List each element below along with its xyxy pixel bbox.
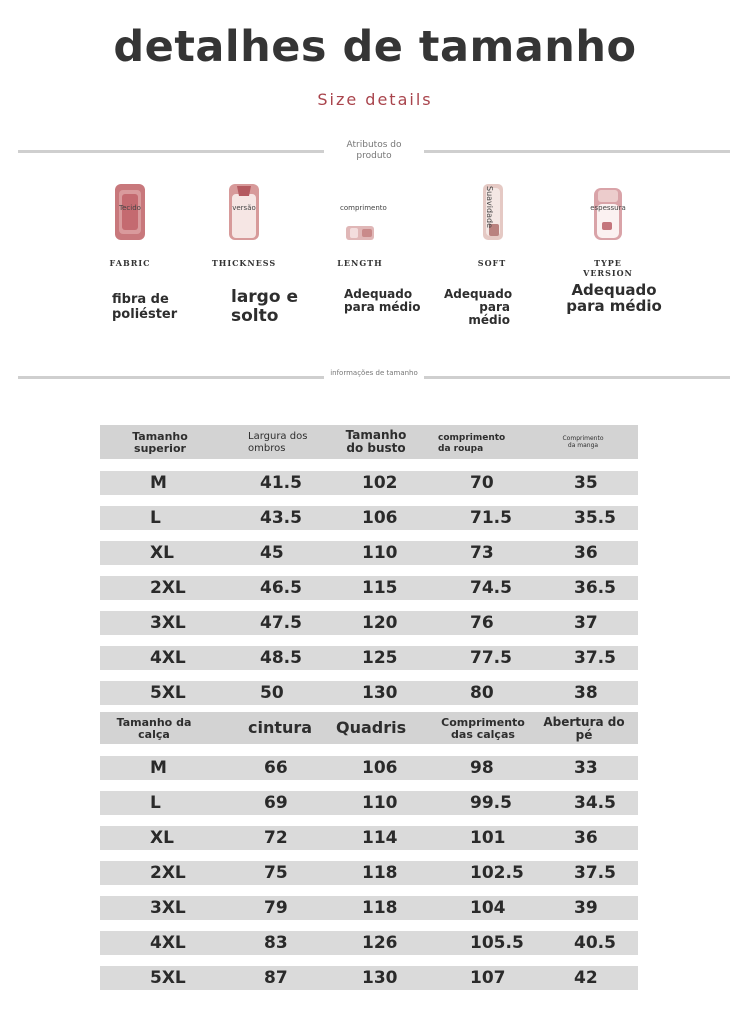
table-row (100, 611, 638, 635)
table-row (100, 966, 638, 990)
measurement-cell: 36 (574, 543, 598, 563)
measurement-cell: 130 (362, 683, 398, 703)
table-row (100, 576, 638, 600)
attribute-value-thickness: largo e solto (231, 287, 298, 326)
table-row (100, 791, 638, 815)
measurement-cell: 101 (470, 828, 506, 848)
table-row (100, 931, 638, 955)
attribute-value-length: Adequado para médio (344, 287, 421, 314)
size-label-cell: 4XL (150, 933, 186, 953)
size-label-cell: L (150, 508, 161, 528)
size-label-cell: 2XL (150, 578, 186, 598)
attributes-divider (18, 140, 730, 162)
measurement-cell: 70 (470, 473, 494, 493)
table-row (100, 541, 638, 565)
measurement-cell: 48.5 (260, 648, 302, 668)
measurement-cell: 110 (362, 543, 398, 563)
measurement-cell: 40.5 (574, 933, 616, 953)
attribute-soft (456, 182, 528, 268)
measurement-cell: 106 (362, 508, 398, 528)
measurement-cell: 66 (264, 758, 288, 778)
measurement-cell: 36.5 (574, 578, 616, 598)
header-cell: Quadris (336, 718, 407, 737)
measurement-cell: 42 (574, 968, 598, 988)
measurement-cell: 37.5 (574, 863, 616, 883)
measurement-cell: 39 (574, 898, 598, 918)
size-info-divider (18, 366, 730, 388)
attribute-value-fabric: fibra de poliéster (112, 292, 178, 322)
measurement-cell: 115 (362, 578, 398, 598)
measurement-cell: 107 (470, 968, 506, 988)
header-cell: Tamanho superior (132, 430, 188, 455)
measurement-cell: 74.5 (470, 578, 512, 598)
measurement-cell: 125 (362, 648, 398, 668)
size-label-cell: 2XL (150, 863, 186, 883)
attribute-value-soft: Adequado para médio (444, 287, 513, 327)
measurement-cell: 104 (470, 898, 506, 918)
size-label-cell: XL (150, 828, 174, 848)
measurement-cell: 73 (470, 543, 494, 563)
measurement-cell: 102 (362, 473, 398, 493)
table-row (100, 471, 638, 495)
page-subtitle: Size details (317, 90, 433, 109)
size-label-cell: 4XL (150, 648, 186, 668)
measurement-cell: 83 (264, 933, 288, 953)
header-cell: Tamanho da calça (116, 716, 192, 741)
page-title: detalhes de tamanho (113, 22, 637, 72)
table-row (100, 756, 638, 780)
measurement-cell: 38 (574, 683, 598, 703)
header-cell: Abertura do pé (543, 715, 625, 742)
table-row (100, 861, 638, 885)
measurement-cell: 50 (260, 683, 284, 703)
fabric-swatch-icon: Tecido (113, 182, 147, 242)
measurement-cell: 102.5 (470, 863, 524, 883)
measurement-cell: 41.5 (260, 473, 302, 493)
measurement-cell: 72 (264, 828, 288, 848)
measurement-cell: 79 (264, 898, 288, 918)
table-row (100, 826, 638, 850)
thickness-icon: espessura (590, 182, 626, 242)
measurement-cell: 77.5 (470, 648, 512, 668)
size-label-cell: 5XL (150, 968, 186, 988)
length-tape-icon: comprimento (340, 182, 380, 242)
header-cell: comprimento da roupa (438, 433, 506, 454)
measurement-cell: 37 (574, 613, 598, 633)
measurement-cell: 110 (362, 793, 398, 813)
measurement-cell: 75 (264, 863, 288, 883)
bottom-table-header (100, 712, 638, 744)
measurement-cell: 43.5 (260, 508, 302, 528)
measurement-cell: 71.5 (470, 508, 512, 528)
measurement-cell: 106 (362, 758, 398, 778)
measurement-cell: 114 (362, 828, 398, 848)
measurement-cell: 130 (362, 968, 398, 988)
size-label-cell: M (150, 473, 167, 493)
header-cell: Largura dos ombros (248, 431, 308, 454)
measurement-cell: 118 (362, 898, 398, 918)
measurement-cell: 33 (574, 758, 598, 778)
header-cell: Tamanho do busto (345, 428, 407, 455)
attribute-fabric (95, 182, 165, 268)
table-row (100, 896, 638, 920)
attribute-type-version (572, 182, 644, 278)
measurement-cell: 87 (264, 968, 288, 988)
version-garment-icon: versão (227, 182, 261, 242)
attributes-divider-label: Atributos do produto (346, 140, 402, 161)
header-cell: Comprimento das calças (441, 716, 525, 741)
attribute-english-label: SOFT (477, 258, 507, 268)
top-table-header (100, 425, 638, 459)
table-row (100, 646, 638, 670)
attribute-value-type-version: Adequado para médio (566, 281, 662, 315)
measurement-cell: 105.5 (470, 933, 524, 953)
header-cell: Comprimento da manga (562, 435, 604, 449)
size-label-cell: XL (150, 543, 174, 563)
measurement-cell: 46.5 (260, 578, 302, 598)
header-cell: cintura (248, 718, 313, 737)
attribute-english-label: TYPE VERSION (583, 258, 633, 278)
measurement-cell: 34.5 (574, 793, 616, 813)
size-label-cell: L (150, 793, 161, 813)
measurement-cell: 47.5 (260, 613, 302, 633)
measurement-cell: 69 (264, 793, 288, 813)
attribute-english-label: FABRIC (109, 258, 151, 268)
measurement-cell: 126 (362, 933, 398, 953)
measurement-cell: 120 (362, 613, 398, 633)
softness-icon: Suavidade (475, 182, 509, 242)
size-label-cell: M (150, 758, 167, 778)
measurement-cell: 99.5 (470, 793, 512, 813)
attribute-english-label: THICKNESS (211, 258, 277, 268)
table-row (100, 506, 638, 530)
measurement-cell: 35 (574, 473, 598, 493)
measurement-cell: 118 (362, 863, 398, 883)
size-label-cell: 3XL (150, 613, 186, 633)
measurement-cell: 76 (470, 613, 494, 633)
attribute-thickness (208, 182, 280, 268)
measurement-cell: 35.5 (574, 508, 616, 528)
size-label-cell: 5XL (150, 683, 186, 703)
attribute-length (322, 182, 398, 268)
measurement-cell: 80 (470, 683, 494, 703)
measurement-cell: 98 (470, 758, 494, 778)
measurement-cell: 37.5 (574, 648, 616, 668)
table-row (100, 681, 638, 705)
measurement-cell: 45 (260, 543, 284, 563)
size-label-cell: 3XL (150, 898, 186, 918)
attribute-english-label: LENGTH (337, 258, 383, 268)
measurement-cell: 36 (574, 828, 598, 848)
size-info-divider-label: informações de tamanho (330, 369, 418, 377)
